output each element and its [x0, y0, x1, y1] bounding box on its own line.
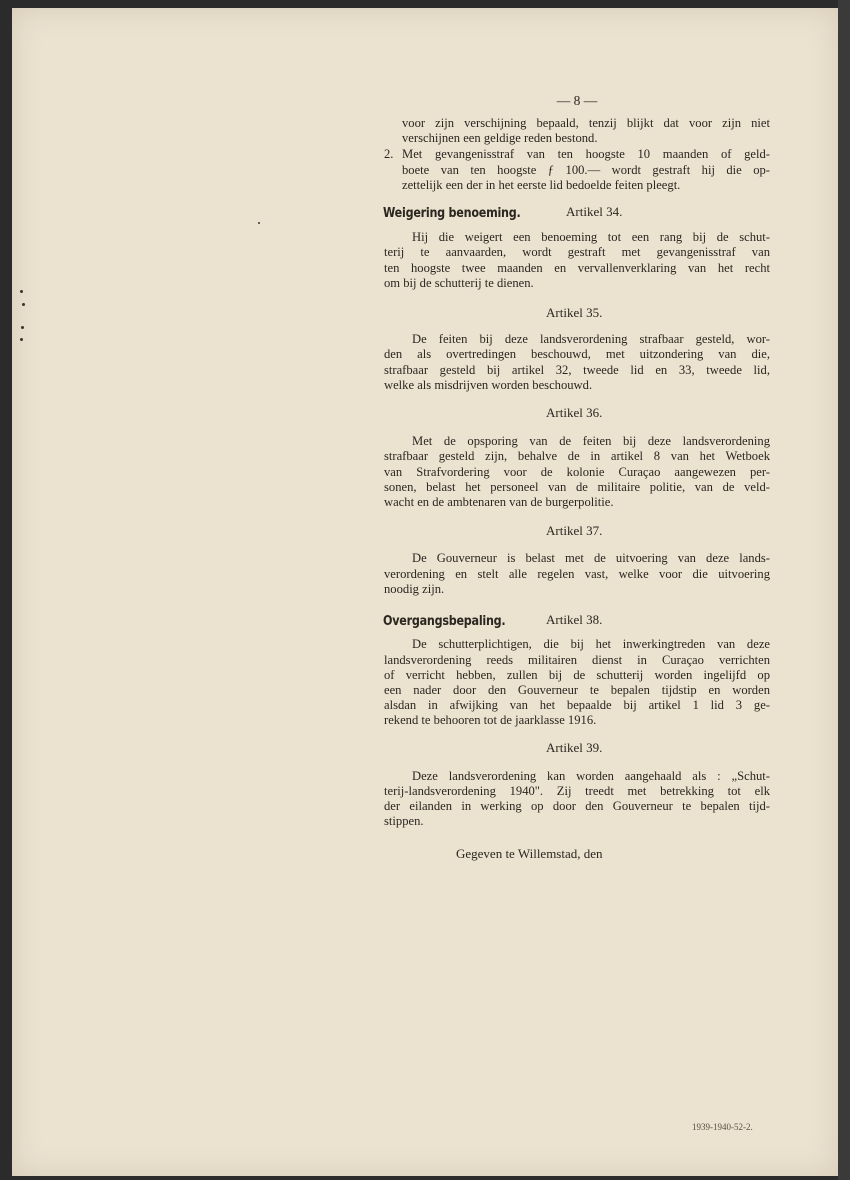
- article-line: strafbaar gesteld bij artikel 32, tweede lid en 33, tweede lid,: [384, 363, 770, 377]
- article-line: landsverordening reeds militairen dienst in Curaçao verrichten: [384, 653, 770, 667]
- article-line: Met de opsporing van de feiten bij deze landsverordening: [412, 434, 770, 448]
- article-line: strafbaar gesteld zijn, behalve de in artikel 8 van het Wetboek: [384, 449, 770, 463]
- article-line: stippen.: [384, 814, 424, 828]
- item-line: zettelijk een der in het eerste lid bedoelde feiten pleegt.: [402, 178, 681, 192]
- item-line: boete van ten hoogste ƒ 100.— wordt gestraft hij die op-: [402, 163, 770, 177]
- article-line: terij-landsverordening 1940". Zij treedt met betrekking tot elk: [384, 784, 770, 798]
- article-line: noodig zijn.: [384, 582, 445, 596]
- article-line: alsdan in afwijking van het bepaalde bij artikel 1 lid 3 ge-: [384, 698, 770, 712]
- article-line: verordening en stelt alle regelen vast, welke voor die uitvoering: [384, 567, 770, 581]
- item-line: Met gevangenisstraf van ten hoogste 10 maanden of geld-: [402, 147, 770, 161]
- speck: [20, 338, 23, 341]
- article-line: of verricht hebben, zullen bij de schutterij worden ingelijfd op: [384, 668, 770, 682]
- section-heading-weigering: Weigering benoeming.: [383, 206, 521, 221]
- bleed-through-mark: [110, 100, 116, 126]
- article-title: Artikel 38.: [546, 612, 603, 627]
- article-line: Hij die weigert een benoeming tot een rang bij de schut-: [412, 230, 770, 244]
- item-number: 2.: [384, 147, 394, 161]
- continuation-line: verschijnen een geldige reden bestond.: [402, 131, 598, 145]
- article-line: om bij de schutterij te dienen.: [384, 276, 534, 290]
- article-line: terij te aanvaarden, wordt gestraft met gevangenisstraf van: [384, 245, 770, 259]
- article-line: De schutterplichtigen, die bij het inwerkingtreden van deze: [412, 637, 770, 651]
- article-line: ten hoogste twee maanden en vervallenverklaring van het recht: [384, 261, 770, 275]
- speck: [22, 303, 25, 306]
- article-line: De feiten bij deze landsverordening strafbaar gesteld, wor-: [412, 332, 770, 346]
- article-line: van Strafvordering voor de kolonie Curaçao aangewezen per-: [384, 465, 770, 479]
- article-title: Artikel 37.: [546, 523, 603, 538]
- speck: [21, 326, 24, 329]
- article-title: Artikel 35.: [546, 305, 603, 320]
- speck: [20, 290, 23, 293]
- section-heading-overgang: Overgangsbepaling.: [383, 614, 506, 629]
- speck: [258, 222, 260, 224]
- article-line: wacht en de ambtenaren van de burgerpolitie.: [384, 495, 614, 509]
- scan-edge: [838, 0, 850, 1180]
- article-line: den als overtredingen beschouwd, met uitzondering van die,: [384, 347, 770, 361]
- article-line: Deze landsverordening kan worden aangehaald als : „Schut-: [412, 769, 770, 783]
- closing-line: Gegeven te Willemstad, den: [456, 846, 603, 861]
- article-line: welke als misdrijven worden beschouwd.: [384, 378, 593, 392]
- article-title: Artikel 34.: [566, 204, 623, 219]
- page-number: — 8 —: [556, 93, 598, 108]
- article-title: Artikel 39.: [546, 740, 603, 755]
- article-line: sonen, belast het personeel van de militaire politie, van de veld-: [384, 480, 770, 494]
- article-title: Artikel 36.: [546, 405, 603, 420]
- article-line: rekend te behooren tot de jaarklasse 1916.: [384, 713, 597, 727]
- article-line: der eilanden in werking op door den Gouverneur te bepalen tijd-: [384, 799, 770, 813]
- article-line: De Gouverneur is belast met de uitvoering van deze lands-: [412, 551, 770, 565]
- print-code: 1939-1940-52-2.: [692, 1122, 753, 1132]
- continuation-line: voor zijn verschijning bepaald, tenzij blijkt dat voor zijn niet: [402, 116, 770, 130]
- article-line: een nader door den Gouverneur te bepalen tijdstip en worden: [384, 683, 770, 697]
